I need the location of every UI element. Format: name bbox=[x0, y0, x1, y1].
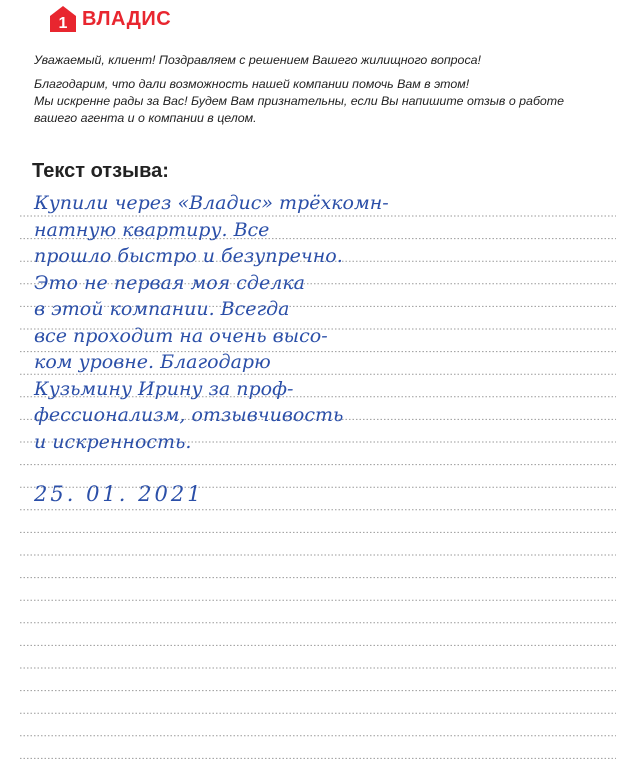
review-line: натную квартиру. Все bbox=[34, 218, 270, 241]
house-icon bbox=[48, 4, 78, 34]
review-line: и искренность. bbox=[34, 430, 192, 453]
greeting: Уважаемый, клиент! Поздравляем с решением Вашего жилищного вопроса! bbox=[34, 53, 481, 67]
intro-line-2: Мы искренне рады за Вас! Будем Вам признательны, если Вы напишите отзыв о работе bbox=[34, 94, 565, 108]
handwritten-review bbox=[34, 190, 624, 508]
review-line: ком уровне. Благодарю bbox=[34, 351, 271, 373]
review-line: Кузьмину Ирину за проф- bbox=[34, 377, 294, 400]
review-line: все проходит на очень высо- bbox=[34, 324, 328, 347]
brand-logo bbox=[48, 4, 171, 34]
review-line: Купили через «Владис» трёхкомн- bbox=[34, 192, 389, 214]
logo-digit: 1 bbox=[58, 15, 68, 32]
review-date: 25. 01. 2021 bbox=[34, 482, 204, 506]
review-heading: Текст отзыва: bbox=[32, 160, 169, 182]
review-line: прошло быстро и безупречно. bbox=[34, 245, 343, 267]
review-line: в этой компании. Всегда bbox=[34, 298, 290, 320]
review-line: фессионализм, отзывчивость bbox=[34, 404, 344, 426]
intro-text bbox=[34, 52, 604, 127]
brand-name: ВЛАДИС bbox=[82, 7, 172, 30]
intro-line-3: вашего агента и о компании в целом. bbox=[34, 111, 257, 125]
review-line: Это не первая моя сделка bbox=[34, 271, 305, 294]
intro-line-1: Благодарим, что дали возможность нашей компании помочь Вам в этом! bbox=[34, 77, 470, 91]
